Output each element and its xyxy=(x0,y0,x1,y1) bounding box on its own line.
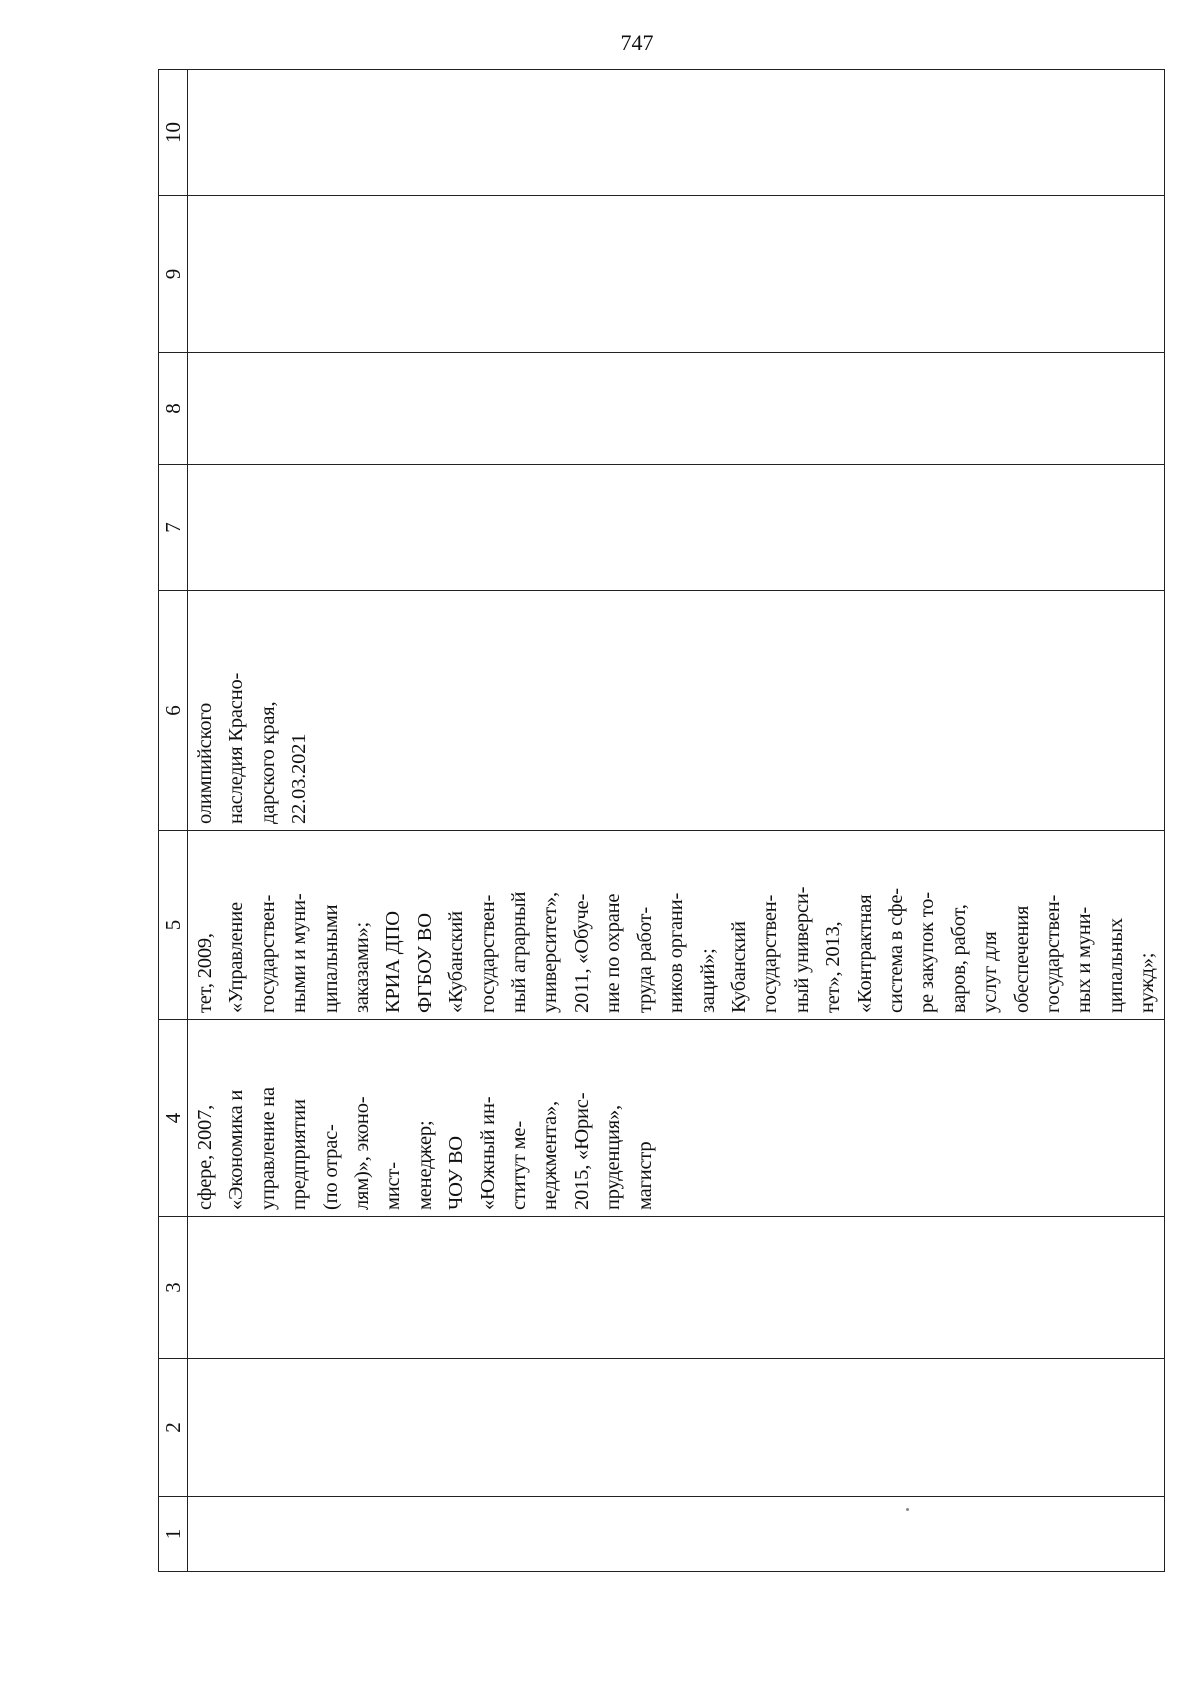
cell-text-line: система в сфе- xyxy=(884,888,907,1013)
cell-text-line: дарского края, xyxy=(256,701,279,824)
cell-text-line: ние по охране xyxy=(602,893,625,1013)
cell-text-line: обеспечения xyxy=(1010,905,1033,1013)
cell-text-line: труда работ- xyxy=(633,907,656,1013)
cell-text-line: тет, 2009, xyxy=(194,933,216,1013)
cell-text-line: пруденция», xyxy=(602,1105,625,1210)
column-header-3: 3 xyxy=(159,1217,188,1359)
cell-col-5 xyxy=(188,831,1165,1020)
cell-text-line: ре закупок то- xyxy=(916,892,939,1013)
table-row xyxy=(188,70,1165,1572)
cell-text-line: ников органи- xyxy=(665,892,688,1013)
cell-text-line: олимпийского xyxy=(194,702,216,824)
cell-text-line: «Контрактная xyxy=(853,894,876,1013)
cell-col-8 xyxy=(188,353,1165,465)
cell-col-1 xyxy=(188,1497,1165,1572)
cell-text-line: ными и муни- xyxy=(288,893,311,1013)
cell-text-line: 2011, «Обуче- xyxy=(570,893,593,1013)
column-header-9: 9 xyxy=(159,196,188,353)
cell-text-line: «Кубанский xyxy=(445,911,468,1013)
cell-text-line: услуг для xyxy=(979,931,1002,1013)
cell-text-line: неджмента», xyxy=(539,1101,562,1210)
cell-text-line: Кубанский xyxy=(727,921,750,1013)
cell-text-line: ФГБОУ ВО xyxy=(413,913,436,1013)
scan-speck xyxy=(906,1508,909,1511)
cell-col-3 xyxy=(188,1217,1165,1359)
cell-col-10 xyxy=(188,70,1165,196)
column-header-8: 8 xyxy=(159,353,188,465)
cell-text-line: университет», xyxy=(539,892,562,1013)
cell-text-line: нужд»; xyxy=(1136,952,1159,1013)
cell-col-2 xyxy=(188,1359,1165,1497)
cell-col-6 xyxy=(188,591,1165,831)
cell-text-line: КРИА ДПО xyxy=(382,911,405,1013)
cell-text-line: заказами»; xyxy=(351,921,374,1013)
cell-text-line: государствен- xyxy=(476,894,499,1013)
education-text xyxy=(188,1020,661,1216)
cell-col-9 xyxy=(188,196,1165,353)
cell-text-line: наследия Красно- xyxy=(225,672,248,824)
cell-text-line: тет», 2013, xyxy=(822,921,845,1013)
cell-text-line: магистр xyxy=(633,1141,656,1210)
cell-text-line: 2015, «Юрис- xyxy=(570,1092,593,1210)
cell-col-4 xyxy=(188,1020,1165,1217)
column-header-6: 6 xyxy=(159,591,188,831)
cell-text-line: государствен- xyxy=(759,894,782,1013)
cell-text-line: заций»; xyxy=(696,948,719,1013)
cell-text-line: лям)», эконо- xyxy=(351,1096,374,1210)
cell-text-line: предприятии xyxy=(288,1099,311,1210)
column-header-7: 7 xyxy=(159,465,188,591)
cell-text-line: «Управление xyxy=(225,902,248,1013)
cell-text-line: ный аграрный xyxy=(508,891,531,1013)
column-header-4: 4 xyxy=(159,1020,188,1217)
cell-text-line: 22.03.2021 xyxy=(288,733,311,824)
column-header-5: 5 xyxy=(159,831,188,1020)
cell-col-7 xyxy=(188,465,1165,591)
cell-text-line: ных и муни- xyxy=(1073,906,1096,1013)
header-row xyxy=(159,70,188,1572)
column-header-10: 10 xyxy=(159,70,188,196)
cell-text-line: (по отрас- xyxy=(319,1124,342,1210)
award-text xyxy=(188,591,316,830)
column-header-1: 1 xyxy=(159,1497,188,1572)
cell-text-line: сфере, 2007, xyxy=(194,1104,216,1210)
cell-text-line: ЧОУ ВО xyxy=(445,1136,468,1210)
training-text xyxy=(188,831,1164,1019)
cell-text-line: ный универси- xyxy=(790,886,813,1013)
page-number: 747 xyxy=(620,30,654,55)
cell-text-line: «Южный ин- xyxy=(476,1096,499,1210)
rotated-table-frame xyxy=(158,70,1159,1572)
cell-text-line: ститут ме- xyxy=(508,1121,531,1210)
cell-text-line: мист- xyxy=(382,1162,405,1210)
cell-text-line: ципальных xyxy=(1104,918,1127,1013)
cell-text-line: ципальными xyxy=(319,904,342,1013)
cell-text-line: «Экономика и xyxy=(225,1089,248,1210)
data-table xyxy=(158,69,1165,1572)
cell-text-line: государствен- xyxy=(1041,894,1064,1013)
cell-text-line: управление на xyxy=(256,1087,279,1210)
cell-text-line: варов, работ, xyxy=(947,904,970,1013)
column-header-2: 2 xyxy=(159,1359,188,1497)
cell-text-line: государствен- xyxy=(256,894,279,1013)
cell-text-line: менеджер; xyxy=(413,1120,436,1210)
